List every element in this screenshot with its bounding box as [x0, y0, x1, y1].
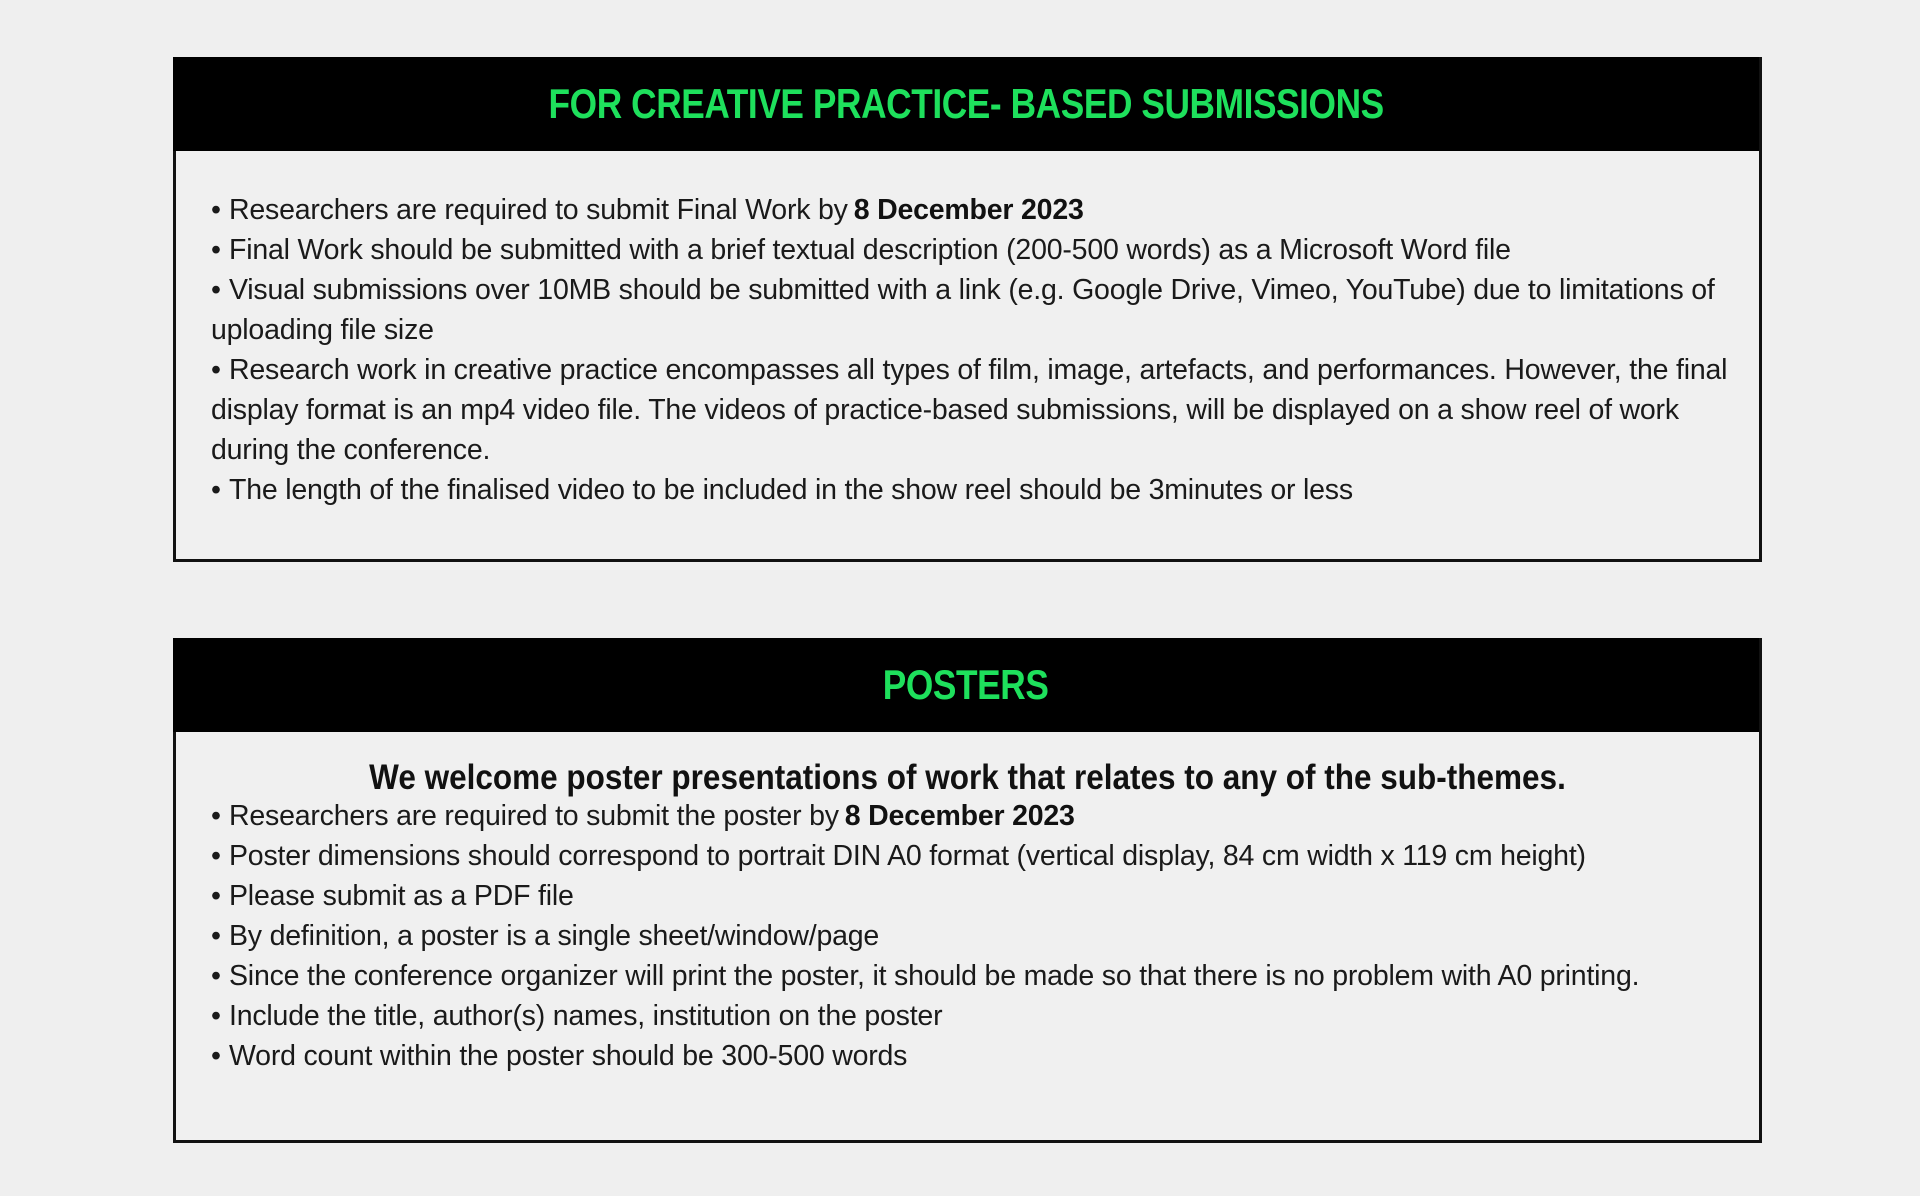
bullet-icon: •: [211, 474, 221, 506]
bullet-icon: •: [211, 1000, 221, 1032]
creative-section-title: FOR CREATIVE PRACTICE- BASED SUBMISSIONS: [548, 80, 1384, 127]
posters-item-text: By definition, a poster is a single sheet/window/page: [229, 920, 880, 952]
posters-bullet-item: [211, 956, 1729, 996]
posters-deadline-date: 8 December 2023: [844, 800, 1075, 832]
creative-bullet-item: [211, 270, 1729, 350]
bullet-icon: •: [211, 880, 221, 912]
posters-section-body: [211, 796, 1729, 1076]
posters-bullet-item: [211, 996, 1729, 1036]
bullet-icon: •: [211, 800, 221, 832]
creative-section-body: [211, 190, 1729, 510]
bullet-icon: •: [211, 354, 221, 386]
bullet-icon: •: [211, 840, 221, 872]
creative-item-text: The length of the finalised video to be included in the show reel should be 3minutes or less: [229, 474, 1353, 506]
posters-bullet-item: [211, 1036, 1729, 1076]
creative-item-text: Research work in creative practice encompasses all types of film, image, artefacts, and performances. However, the final display format is an mp4 video file. The videos of practice-based submissions, will be displayed on a show reel of work during the conference.: [211, 354, 1728, 466]
creative-item-text: Researchers are required to submit Final Work by: [229, 194, 848, 226]
posters-item-text: Word count within the poster should be 300-500 words: [229, 1040, 908, 1072]
creative-bullet-list: [211, 190, 1729, 510]
posters-item-text: Please submit as a PDF file: [229, 880, 574, 912]
posters-item-text: Poster dimensions should correspond to portrait DIN A0 format (vertical display, 84 cm width x 119 cm height): [229, 840, 1586, 872]
bullet-icon: •: [211, 234, 221, 266]
bullet-icon: •: [211, 920, 221, 952]
posters-bullet-item: [211, 916, 1729, 956]
creative-item-text: Final Work should be submitted with a brief textual description (200-500 words) as a Microsoft Word file: [229, 234, 1511, 266]
posters-section-header: [173, 638, 1759, 732]
posters-bullet-item: [211, 876, 1729, 916]
bullet-icon: •: [211, 194, 221, 226]
bullet-icon: •: [211, 1040, 221, 1072]
posters-bullet-item: [211, 836, 1729, 876]
posters-item-text: Since the conference organizer will print the poster, it should be made so that there is no problem with A0 printing.: [229, 960, 1640, 992]
posters-intro: We welcome poster presentations of work that relates to any of the sub-themes.: [369, 758, 1566, 797]
posters-bullet-item: [211, 796, 1729, 836]
creative-item-text: Visual submissions over 10MB should be submitted with a link (e.g. Google Drive, Vimeo, YouTube) due to limitations of uploading file size: [211, 274, 1715, 346]
creative-bullet-item: [211, 190, 1729, 230]
posters-bullet-list: [211, 796, 1729, 1076]
posters-section-title: POSTERS: [883, 661, 1049, 708]
posters-section: [173, 638, 1762, 1143]
creative-submissions-section: [173, 57, 1762, 562]
creative-bullet-item: [211, 350, 1729, 470]
posters-item-text: Include the title, author(s) names, institution on the poster: [229, 1000, 943, 1032]
bullet-icon: •: [211, 274, 221, 306]
creative-section-header: [173, 57, 1759, 151]
creative-bullet-item: [211, 470, 1729, 510]
bullet-icon: •: [211, 960, 221, 992]
creative-deadline-date: 8 December 2023: [853, 194, 1084, 226]
posters-item-text: Researchers are required to submit the poster by: [229, 800, 839, 832]
creative-bullet-item: [211, 230, 1729, 270]
